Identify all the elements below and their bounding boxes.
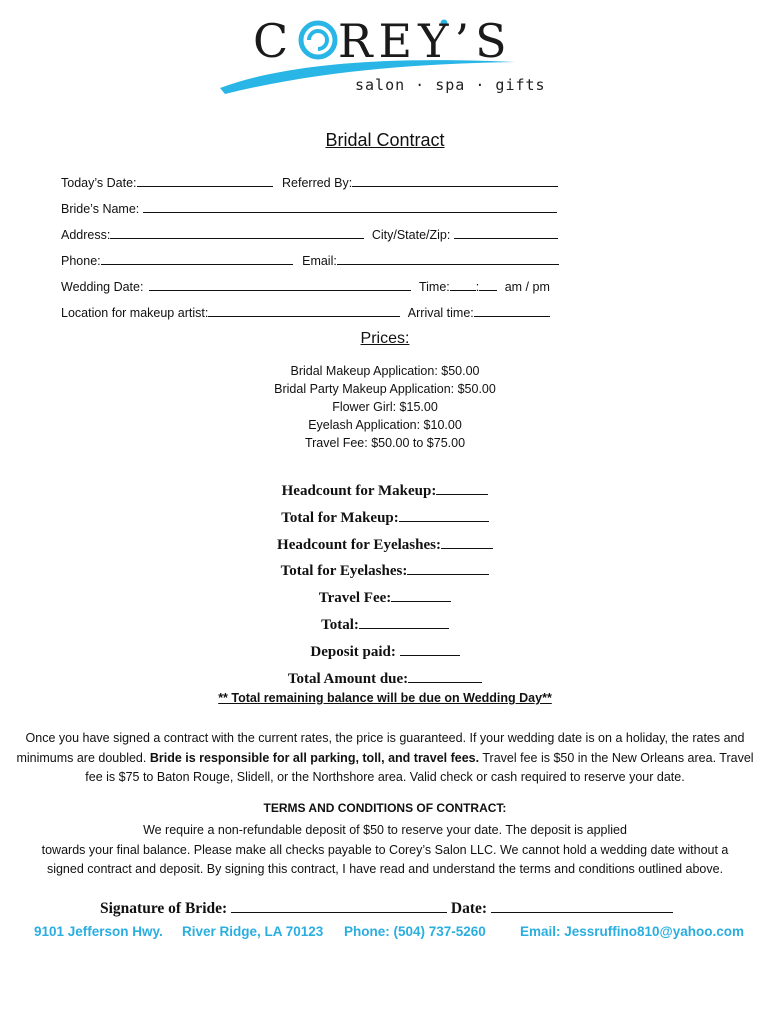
signature-field[interactable]	[231, 898, 447, 913]
city-state-zip-field[interactable]	[454, 226, 558, 239]
logo-tagline: salon · spa · gifts	[355, 76, 546, 94]
arrival-time-label: Arrival time:	[407, 306, 474, 320]
paragraph-part1: Once you have signed a contract with the current rates, the price is guaranteed. If your wedding date is on a holiday, the rates and minimums are doubled.	[16, 731, 745, 765]
address-field[interactable]	[110, 226, 364, 239]
brides-name-label: Bride’s Name:	[61, 202, 140, 216]
row-brides-name	[61, 200, 557, 216]
total-label: Deposit paid:	[310, 643, 400, 660]
terms-line: We require a non-refundable deposit of $50 to reserve your date. The deposit is applied	[143, 823, 627, 837]
price-item: Bridal Makeup Application: $50.00	[290, 364, 480, 378]
price-item: Flower Girl: $15.00	[332, 400, 438, 414]
price-item: Travel Fee: $50.00 to $75.00	[304, 436, 466, 450]
time-label: Time:	[418, 280, 450, 294]
total-row	[0, 612, 770, 639]
paragraph-bold: Bride is responsible for all parking, toll, and travel fees.	[149, 750, 480, 765]
arrival-time-field[interactable]	[474, 304, 550, 317]
total-row	[0, 666, 770, 693]
terms-line: signed contract and deposit. By signing this contract, I have read and understand the terms and conditions outlined above.	[46, 862, 724, 876]
prices-heading: Prices:	[360, 330, 410, 347]
totals-section	[0, 478, 770, 692]
footer-city: River Ridge, LA 70123	[182, 924, 324, 939]
row-location	[61, 304, 550, 320]
logo-wordmark-render: C REY’S	[253, 14, 513, 68]
row-phone-email	[61, 252, 559, 268]
remaining-balance-note: ** Total remaining balance will be due on Wedding Day**	[218, 691, 552, 705]
price-list	[0, 362, 770, 452]
total-label: Headcount for Makeup:	[281, 483, 437, 499]
terms-line: towards your final balance. Please make all checks payable to Corey’s Salon LLC. We cannot hold a wedding date without a	[41, 842, 729, 857]
phone-label: Phone:	[61, 254, 101, 268]
terms-text	[10, 821, 760, 880]
todays-date-label: Today’s Date:	[61, 176, 137, 190]
total-label: Total for Eyelashes:	[280, 563, 408, 580]
coreys-logo	[215, 12, 546, 102]
pricing-paragraph	[10, 729, 760, 788]
total-field[interactable]	[441, 534, 493, 549]
footer-email[interactable]: Email: Jessruffino810@yahoo.com	[520, 924, 744, 939]
address-label: Address:	[61, 228, 111, 242]
total-row	[0, 505, 770, 532]
row-wedding-date	[61, 278, 550, 294]
email-label: Email:	[302, 254, 337, 268]
am-pm-label: am / pm	[504, 280, 550, 294]
total-field[interactable]	[400, 641, 460, 656]
time-hour-field[interactable]	[450, 278, 476, 291]
total-label: Travel Fee:	[318, 590, 392, 607]
total-field[interactable]	[436, 480, 488, 495]
total-field[interactable]	[359, 614, 449, 629]
signature-row	[100, 898, 673, 918]
total-label: Headcount for Eyelashes:	[277, 536, 441, 553]
city-state-zip-label: City/State/Zip:	[371, 228, 451, 242]
total-row	[0, 639, 770, 666]
footer-phone: Phone: (504) 737-5260	[344, 924, 486, 939]
price-item: Eyelash Application: $10.00	[308, 418, 462, 432]
phone-field[interactable]	[101, 252, 293, 265]
signature-date-field[interactable]	[491, 898, 673, 913]
signature-date-label: Date:	[447, 900, 491, 917]
todays-date-field[interactable]	[137, 174, 273, 187]
wedding-date-label: Wedding Date:	[61, 280, 144, 294]
total-row	[0, 532, 770, 559]
time-minute-field[interactable]	[479, 278, 497, 291]
terms-heading: TERMS AND CONDITIONS OF CONTRACT:	[263, 801, 507, 815]
page-title: Bridal Contract	[325, 130, 445, 150]
row-date-referred	[61, 174, 558, 190]
total-label: Total Amount due:	[287, 670, 409, 687]
row-address	[61, 226, 558, 242]
total-row	[0, 478, 770, 505]
signature-label: Signature of Bride:	[100, 900, 232, 917]
total-row	[0, 585, 770, 612]
paragraph-part2: Travel fee is $50 in the New Orleans area. Travel fee is $75 to Baton Rouge, Slidell, or the Northshore area. Valid check or cash required to reserve your date.	[85, 750, 754, 784]
brides-name-field[interactable]	[143, 200, 557, 213]
time-separator: :	[475, 280, 480, 294]
price-item: Bridal Party Makeup Application: $50.00	[274, 382, 496, 396]
total-field[interactable]	[408, 668, 482, 683]
total-field[interactable]	[399, 507, 489, 522]
total-field[interactable]	[391, 587, 451, 602]
total-label: Total:	[321, 616, 359, 633]
referred-by-field[interactable]	[352, 174, 558, 187]
footer-address: 9101 Jefferson Hwy.	[34, 924, 163, 939]
referred-by-label: Referred By:	[282, 176, 353, 190]
wedding-date-field[interactable]	[149, 278, 411, 291]
total-field[interactable]	[407, 560, 489, 575]
total-row	[0, 558, 770, 585]
location-field[interactable]	[208, 304, 400, 317]
location-label: Location for makeup artist:	[61, 306, 209, 320]
email-field[interactable]	[337, 252, 559, 265]
total-label: Total for Makeup:	[281, 509, 399, 526]
